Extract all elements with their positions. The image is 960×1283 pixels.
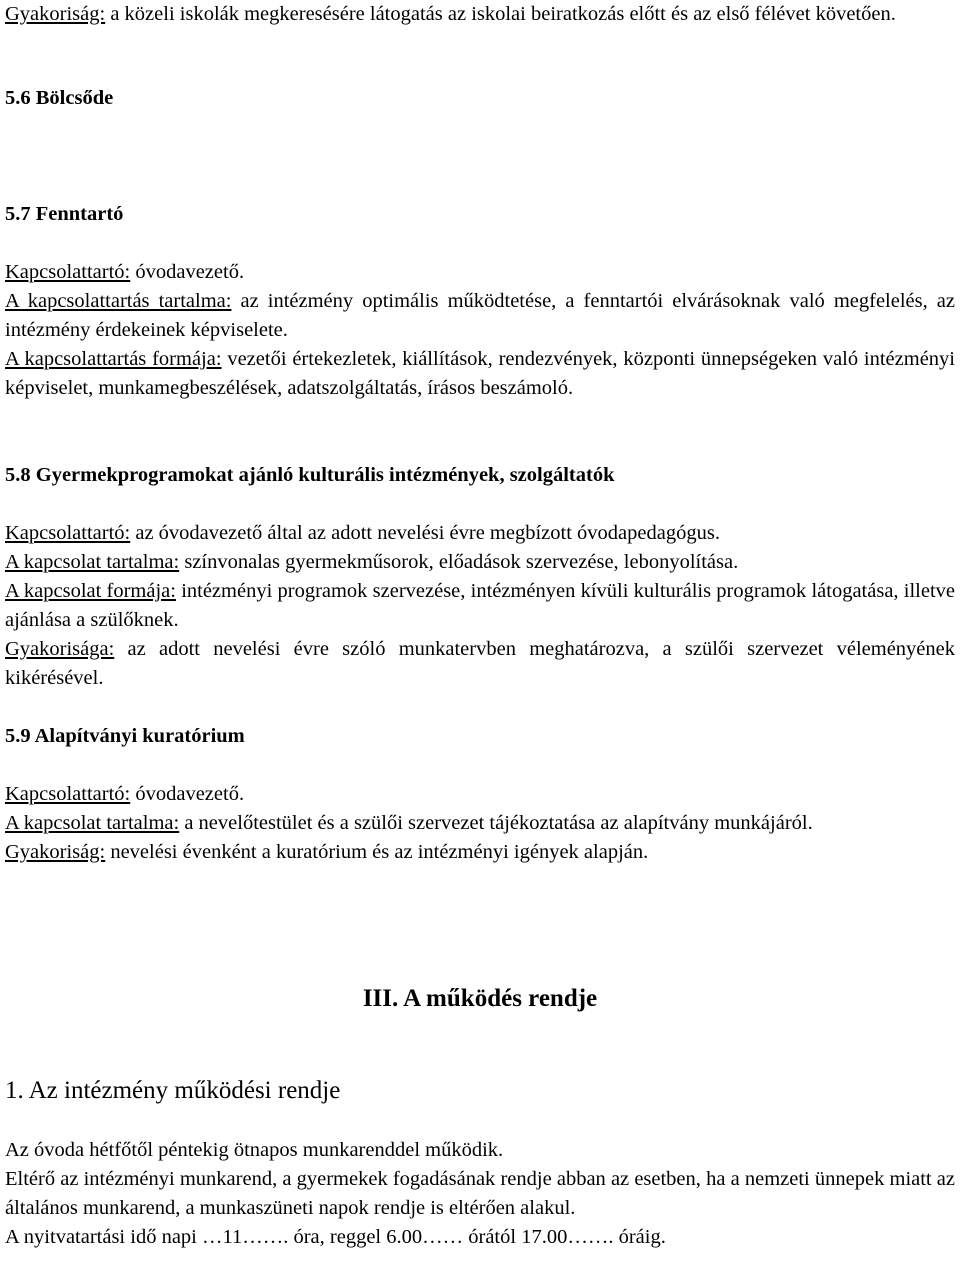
form-text: vezetői értekezletek, kiállítások, rendezvények, központi ünnepségeken való intézményi képviselet, munkamegbeszélések, adatszolgáltatás, írásos beszámoló. [5,348,955,399]
contact-label: Kapcsolattartó: [5,783,131,805]
section-5-8-body [5,519,955,693]
frequency-label: Gyakorisága: [5,638,115,660]
subsection-title: 1. Az intézmény működési rendje [5,1077,341,1104]
form-text: intézményi programok szervezése, intézményen kívüli kulturális programok látogatása, illetve ajánlása a szülőknek. [5,580,955,631]
subsection-1-body [5,1136,955,1252]
chapter-3 [5,982,955,1016]
section-5-7-body [5,258,955,403]
form-paragraph [5,345,955,403]
frequency-label: Gyakoriság: [5,3,106,25]
section-5-8 [5,461,955,490]
content-text: színvonalas gyermekműsorok, előadások szervezése, lebonyolítása. [179,551,739,573]
body-paragraph: Eltérő az intézményi munkarend, a gyermekek fogadásának rendje abban az esetben, ha a nemzeti ünnepek miatt az általános munkarend, a munkaszüneti napok rendje is eltérően alakul. [5,1168,955,1219]
frequency-text: nevelési évenként a kuratórium és az intézményi igények alapján. [105,841,649,863]
content-label: A kapcsolat tartalma: [5,551,180,573]
body-line: Az óvoda hétfőtől péntekig ötnapos munkarenddel működik. [5,1139,504,1161]
content-text: az intézmény optimális működtetése, a fenntartói elvárásoknak való megfelelés, az intézmény érdekeinek képviselete. [5,290,955,341]
section-heading: 5.9 Alapítványi kuratórium [5,725,245,747]
contact-paragraph [5,519,955,548]
contact-label: Kapcsolattartó: [5,522,131,544]
subsection-1 [5,1074,955,1108]
contact-text: az óvodavezető által az adott nevelési évre megbízott óvodapedagógus. [130,522,720,544]
section-heading: 5.8 Gyermekprogramokat ajánló kulturális intézmények, szolgáltatók [5,464,615,486]
content-paragraph [5,287,955,345]
contact-paragraph [5,258,955,287]
section-heading: 5.7 Fenntartó [5,203,124,225]
contact-paragraph [5,780,955,809]
chapter-title: III. A működés rendje [362,985,598,1012]
form-paragraph [5,577,955,635]
section-5-6 [5,84,955,113]
contact-text: óvodavezető. [130,261,245,283]
intro-frequency-paragraph [5,0,955,29]
form-label: A kapcsolattartás formája: [5,348,222,370]
contact-text: óvodavezető. [130,783,245,805]
content-paragraph [5,809,955,838]
content-label: A kapcsolattartás tartalma: [5,290,232,312]
opening-hours-line: A nyitvatartási idő napi …11……. óra, reggel 6.00…… órától 17.00……. óráig. [5,1226,666,1248]
form-label: A kapcsolat formája: [5,580,176,602]
frequency-text: a közeli iskolák megkeresésére látogatás az iskolai beiratkozás előtt és az első félévet követően. [105,3,896,25]
frequency-paragraph [5,838,955,867]
section-5-7 [5,200,955,229]
content-text: a nevelőtestület és a szülői szervezet tájékoztatása az alapítvány munkájáról. [179,812,813,834]
section-5-9 [5,722,955,751]
section-5-9-body [5,780,955,867]
frequency-label: Gyakoriság: [5,841,106,863]
frequency-text: az adott nevelési évre szóló munkatervben meghatározva, a szülői szervezet véleményének kikérésével. [5,638,955,689]
content-paragraph [5,548,955,577]
section-heading: 5.6 Bölcsőde [5,87,114,109]
contact-label: Kapcsolattartó: [5,261,131,283]
frequency-paragraph [5,635,955,693]
content-label: A kapcsolat tartalma: [5,812,180,834]
